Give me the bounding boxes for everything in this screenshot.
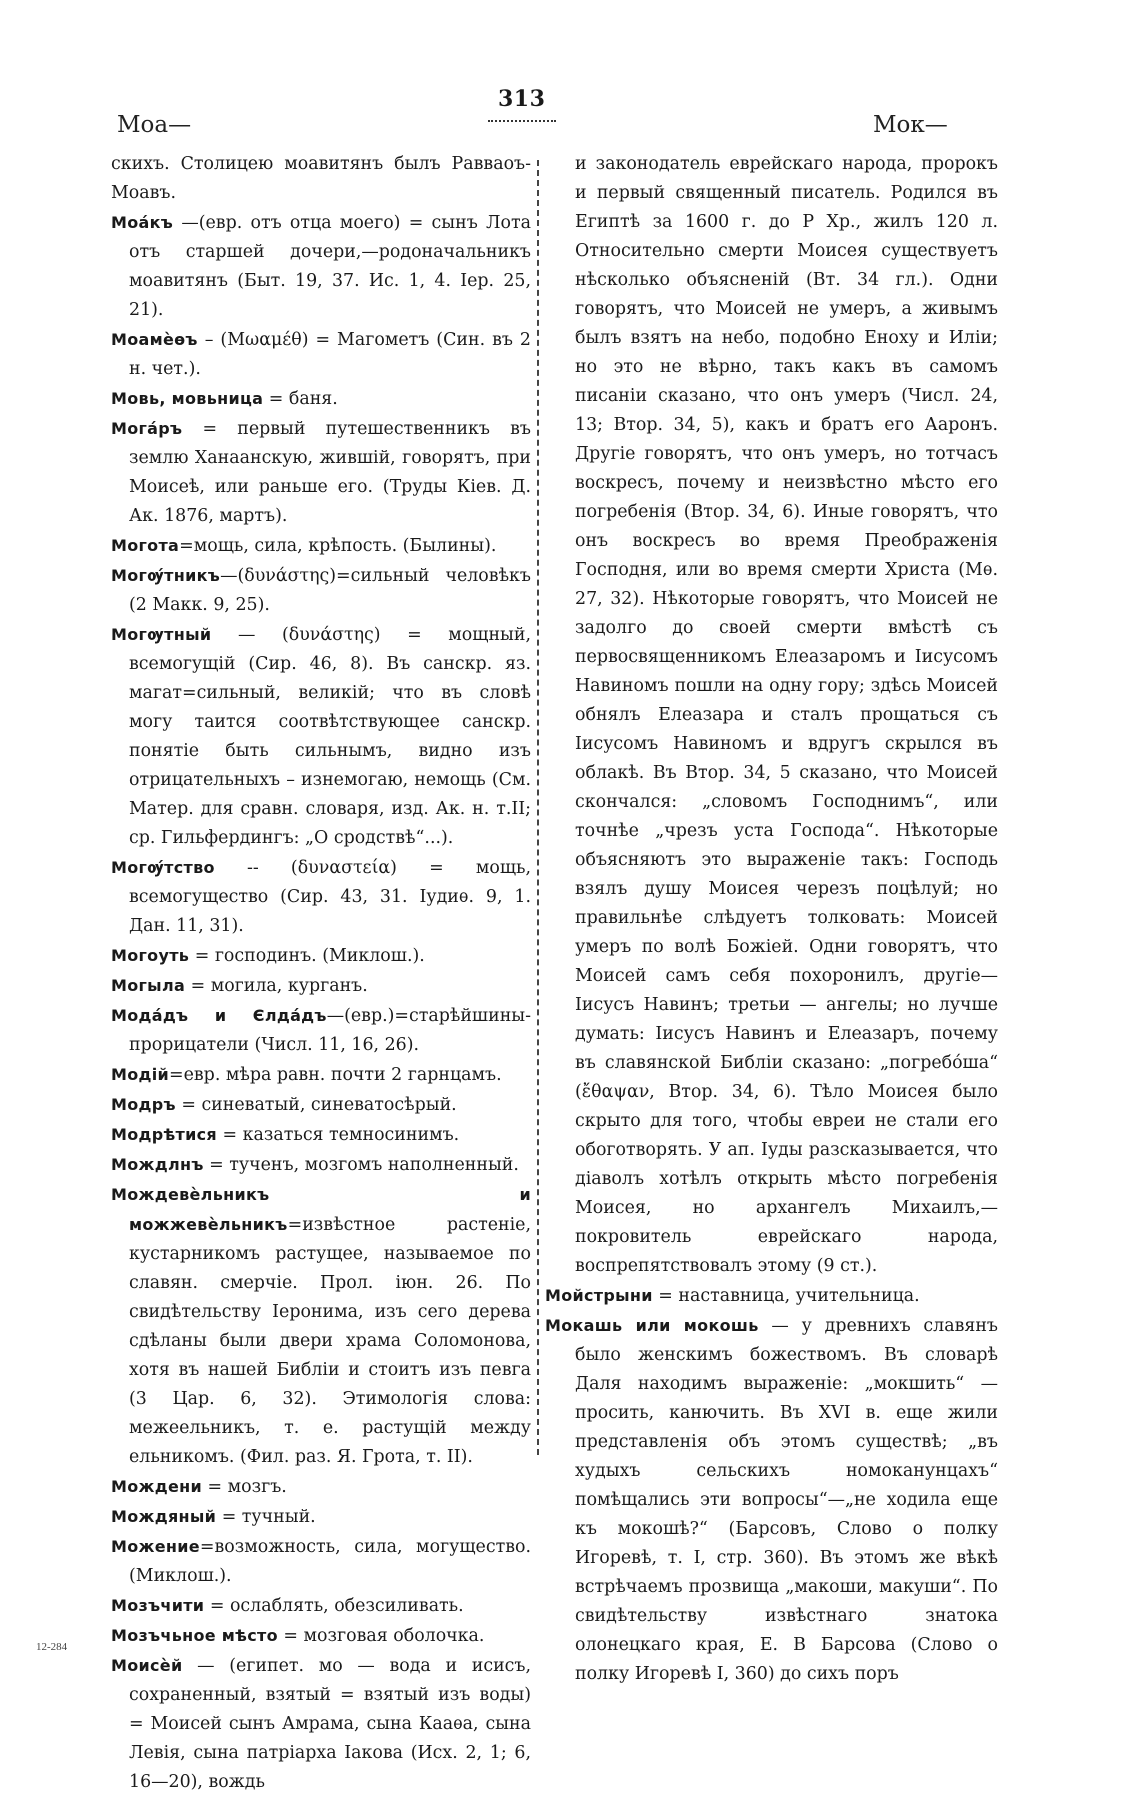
entry-headword: Мозъчьное мѣсто [111, 1626, 278, 1645]
entry-definition: = синеватый, синеватосѣрый. [175, 1095, 457, 1115]
page-number-ornament [488, 116, 556, 122]
dictionary-entry [111, 1621, 531, 1651]
entry-headword: Могоуть [111, 946, 190, 965]
dictionary-entry [111, 1180, 531, 1472]
entry-headword: Модрѣтися [111, 1125, 218, 1144]
dictionary-entry [111, 414, 531, 531]
entry-definition: = наставница, учительница. [652, 1286, 920, 1306]
entry-headword: Моамѐѳъ [111, 330, 198, 349]
entry-headword: Мождени [111, 1477, 202, 1496]
entry-headword: Мождлнъ [111, 1155, 204, 1174]
entry-definition: —(евр.)=старѣйшины-прорицатели (Числ. 11, 16, 26). [129, 1006, 531, 1055]
dictionary-entry [111, 325, 531, 384]
entry-headword: Модій [111, 1065, 170, 1084]
entry-definition: = тучный. [216, 1507, 316, 1527]
entry-definition: =возможность, сила, могущество. (Миклош.). [129, 1537, 531, 1586]
entry-headword: Могота [111, 536, 180, 555]
dictionary-entry [111, 1591, 531, 1621]
entry-definition: =евр. мѣра равн. почти 2 гарнцамъ. [169, 1065, 502, 1085]
dictionary-entry [111, 1001, 531, 1060]
dictionary-entry [111, 150, 531, 208]
entry-headword: Мокашь или мокошь [545, 1316, 759, 1335]
dictionary-entry [111, 620, 531, 853]
column-divider [537, 160, 545, 1455]
dictionary-entry [111, 1651, 531, 1797]
footer-signature-code: 12-284 [36, 1641, 68, 1653]
entry-definition: =извѣстное растеніе, кустарникомъ растущее, называемое по славян. смерчіе. Прол. іюн. 26. По свидѣтельству Іеронима, изъ сего дерева сдѣланы были двери храма Соломонова, хотя въ нашей Библіи и стоитъ изъ певга (3 Цар. 6, 32). Этимологія слова: межеельникъ, т. е. растущій между ельникомъ. (Фил. раз. Я. Грота, т. II). [129, 1215, 531, 1467]
entry-definition: = тученъ, мозгомъ наполненный. [203, 1155, 519, 1175]
dictionary-entry [111, 1120, 531, 1150]
page-number: 313 [498, 86, 546, 112]
entry-headword: Мойстрыни [545, 1286, 653, 1305]
entry-headword: Мода́дъ и Єлда́дъ [111, 1006, 327, 1025]
dictionary-entry [545, 1281, 998, 1311]
running-head-right: Мок— [873, 112, 948, 138]
entry-definition: и законодатель еврейскаго народа, пророкъ и первый священный писатель. Родился въ Египтѣ за 1600 г. до Р Хр., жилъ 120 л. Относительно смерти Моисея существуетъ нѣсколько объясненій (Вт. 34 гл.). Одни говорятъ, что Моисей не умеръ, а живымъ былъ взятъ на небо, подобно Еноху и Иліи; но это не вѣрно, такъ какъ въ самомъ писаніи сказано, что онъ умеръ (Числ. 24, 13; Втор. 34, 5), какъ и братъ его Ааронъ. Другіе говорятъ, что онъ умеръ, но тотчасъ воскресъ, почему и неизвѣстно мѣсто его погребенія (Втор. 34, 6). Иные говорятъ, что онъ воскресъ во время Преображенія Господня, или во время смерти Христа (Мѳ. 27, 32). Нѣкоторые говорятъ, что Моисей не задолго до своей смерти вмѣстѣ съ первосвященникомъ Елеазаромъ и Іисусомъ Навиномъ пошли на одну гору; здѣсь Моисей обнялъ Елеазара и сталъ прощаться съ Іисусомъ Навиномъ и вдругъ скрылся въ облакѣ. Въ Втор. 34, 5 сказано, что Моисей скончался: „словомъ Господнимъ“, или точнѣе „чрезъ уста Господа“. Нѣкоторые объясняютъ это выраженіе такъ: Господь взялъ душу Моисея черезъ поцѣлуй; но правильнѣе слѣдуетъ толковать: Моисей умеръ по волѣ Божіей. Одни говорятъ, что Моисей самъ себя похоронилъ, другіе—Іисусъ Навинъ; третьи — ангелы; но лучше думать: Іисусъ Навинъ и Елеазаръ, почему въ славянской Библіи сказано: „погребо́ша“ (ἔθαψαν, Втор. 34, 6). Тѣло Моисея было скрыто для того, чтобы евреи не стали его обоготворять. У ап. Іуды разсказывается, что діаволъ хотѣлъ открыть мѣсто погребенія Моисея, но архангелъ Михаилъ,—покровитель еврейскаго народа, воспрепятствовалъ этому (9 ст.). [575, 154, 998, 1276]
entry-headword: Моисѐй [111, 1656, 183, 1675]
entry-headword: Мозъчити [111, 1596, 205, 1615]
dictionary-entry [111, 1150, 531, 1180]
entry-headword: Могѹтный [111, 625, 212, 644]
entry-definition: —(евр. отъ отца моего) = сынъ Лота отъ старшей дочери,—родоначальникъ моавитянъ (Быт. 19, 37. Ис. 1, 4. Іер. 25, 21). [129, 213, 531, 320]
entry-definition: скихъ. Столицею моавитянъ былъ Равваоъ-Моавъ. [111, 154, 531, 203]
dictionary-entry [111, 1502, 531, 1532]
entry-headword: Моа́къ [111, 213, 174, 232]
entry-definition: = господинъ. (Миклош.). [189, 946, 425, 966]
entry-definition: — (δυνάστης) = мощный, всемогущій (Сир. 46, 8). Въ санскр. яз. магат=сильный, великій; что въ словѣ могу таится соотвѣтствующее санскр. понятіе быть сильнымъ, видно изъ отрицательныхъ – изнемогаю, немощь (См. Матер. для сравн. словаря, изд. Ак. н. т.II; ср. Гильфердингъ: „О сродствѣ“...). [129, 625, 531, 848]
entry-definition: = мозговая оболочка. [277, 1626, 485, 1646]
entry-headword: Могѹ́тство [111, 858, 215, 877]
entry-definition: =мощь, сила, крѣпость. (Былины). [179, 536, 497, 556]
entry-definition: -- (δυναστεία) = мощь, всемогущество (Сир. 43, 31. Іудиѳ. 9, 1. Дан. 11, 31). [129, 858, 531, 936]
entry-definition: = могила, курганъ. [185, 976, 368, 996]
entry-headword: Можение [111, 1537, 200, 1556]
entry-headword: Мождяный [111, 1507, 217, 1526]
dictionary-entry [111, 941, 531, 971]
entry-definition: — (египет. мо — вода и исисъ, сохраненный, взятый = взятый изъ воды) = Моисей сынъ Амрама, сына Кааѳа, сына Левія, сына патріарха Іакова (Исх. 2, 1; 6, 16—20), вождь [129, 1656, 531, 1792]
entry-headword: Могыла [111, 976, 186, 995]
entry-definition: = ослаблять, обезсиливать. [204, 1596, 464, 1616]
entry-headword: Мога́ръ [111, 419, 183, 438]
entry-definition: – (Μωαμέθ) = Магометъ (Син. въ 2 н. чет.). [129, 330, 531, 379]
entry-definition: —(δυνάστης)=сильный человѣкъ (2 Макк. 9, 25). [129, 566, 531, 615]
dictionary-entry [111, 971, 531, 1001]
entry-definition: — у древнихъ славянъ было женскимъ божествомъ. Въ словарѣ Даля находимъ выраженіе: „мокшить“ — просить, канючить. Въ XVI в. еще жили представленія объ этомъ существѣ; „въ худыхъ сельскихъ номоканунцахъ“ помѣщались эти вопросы“—„не ходила еще къ мокошѣ?“ (Барсовъ, Слово о полку Игоревѣ, т. I, стр. 360). Въ этомъ же вѣкѣ встрѣчаемъ прозвища „макоши, макуши“. По свидѣтельству извѣстнаго знатока олонецкаго края, Е. В Барсова (Слово о полку Игоревѣ I, 360) до сихъ поръ [575, 1316, 998, 1684]
dictionary-entry [111, 384, 531, 414]
dictionary-entry [111, 1472, 531, 1502]
entry-definition: = баня. [263, 389, 338, 409]
dictionary-entry [111, 531, 531, 561]
dictionary-entry [111, 853, 531, 941]
dictionary-entry [111, 1060, 531, 1090]
entry-headword: Мождевѐльникъ и можжевѐльникъ [111, 1185, 531, 1234]
entry-headword: Мовь, мовьница [111, 389, 264, 408]
entry-headword: Модръ [111, 1095, 176, 1114]
dictionary-entry [111, 1532, 531, 1591]
entry-headword: Могѹ́тникъ [111, 566, 221, 585]
dictionary-entry [111, 561, 531, 620]
right-column [545, 150, 998, 1689]
running-head-left: Моа— [117, 112, 192, 138]
dictionary-entry [545, 1311, 998, 1689]
left-column [111, 150, 531, 1797]
entry-definition: = первый путешественникъ въ землю Ханаанскую, жившій, говорятъ, при Моисеѣ, или раньше его. (Труды Кіев. Д. Ак. 1876, мартъ). [129, 419, 531, 526]
entry-definition: = казаться темносинимъ. [217, 1125, 460, 1145]
dictionary-entry [111, 208, 531, 325]
dictionary-entry [111, 1090, 531, 1120]
entry-definition: = мозгъ. [201, 1477, 287, 1497]
dictionary-entry [575, 150, 998, 1281]
